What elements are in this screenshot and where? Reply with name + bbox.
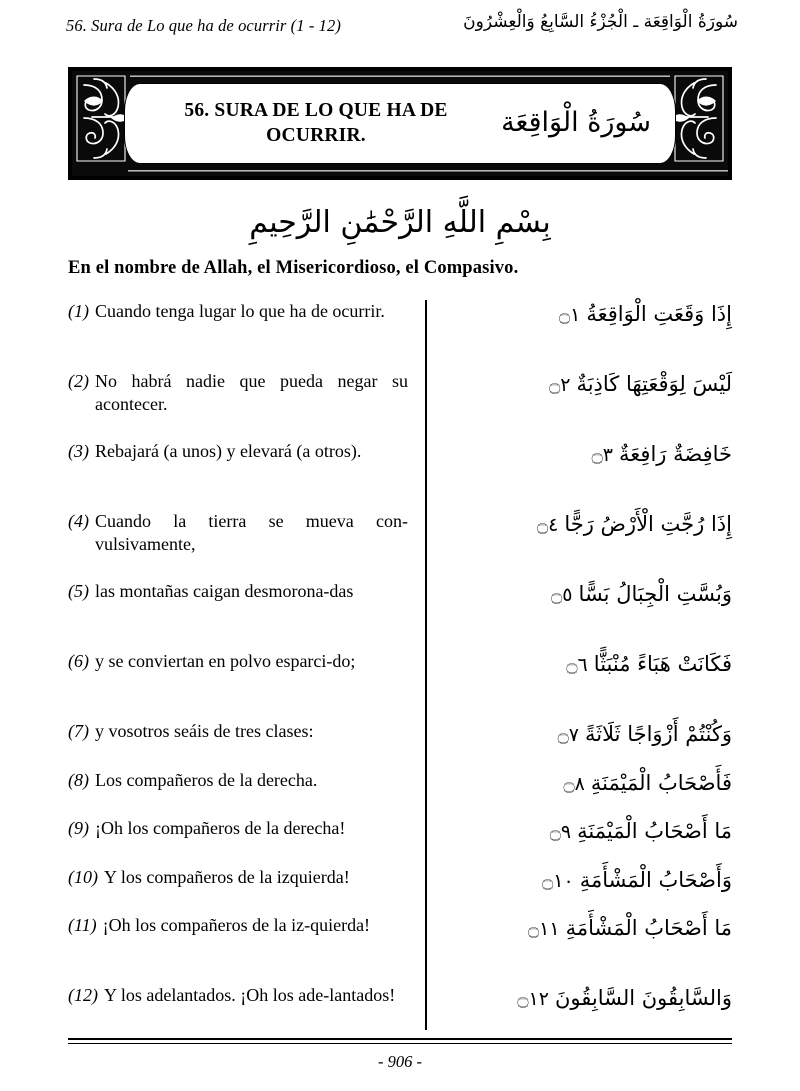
verse-text-spanish: Cuando la tierra se mueva con-vulsivamente, <box>95 511 408 555</box>
sura-title-frame <box>68 67 732 180</box>
verse-number: (4) <box>68 511 89 531</box>
verse-text-arabic: مَا أَصْحَابُ الْمَشْأَمَةِ <box>565 916 732 940</box>
basmala-arabic: بِسْمِ اللَّهِ الرَّحْمَٰنِ الرَّحِيمِ <box>249 205 551 240</box>
title-frame-ornament-band <box>72 71 728 176</box>
verse-number: (11) <box>68 915 97 935</box>
footer-rule <box>68 1038 732 1044</box>
arabesque-corner-top-left-icon <box>72 71 130 166</box>
verse-text-spanish: Cuando tenga lugar lo que ha de ocurrir. <box>95 301 385 321</box>
verse-spanish <box>68 370 408 416</box>
verse-spanish <box>68 300 408 323</box>
verse-spanish <box>68 769 408 792</box>
arabesque-corner-top-right-icon <box>670 71 728 166</box>
verse-text-arabic: إِذَا رُجَّتِ الْأَرْضُ رَجًّا <box>564 512 732 536</box>
ayah-number-medallion: ۝١٢ <box>517 988 555 1010</box>
verse-number: (10) <box>68 866 98 887</box>
verse-spanish <box>68 650 408 673</box>
verse-number: (2) <box>68 371 89 391</box>
verse-arabic <box>444 580 732 609</box>
verse-text-arabic: مَا أَصْحَابُ الْمَيْمَنَةِ <box>577 819 732 843</box>
ornament-band-bottom-icon <box>128 164 728 175</box>
verse-spanish <box>68 914 408 937</box>
verse-text-spanish: Y los adelantados. ¡Oh los ade-lantados! <box>104 985 396 1005</box>
verse-text-arabic: خَافِضَةٌ رَافِعَةٌ <box>619 442 732 466</box>
verse-spanish <box>68 984 408 1007</box>
verse-number: (5) <box>68 581 89 601</box>
running-head-arabic: سُورَةُ الْوَاقِعَة ـ الْجُزْءُ السَّابِعُ وَالْعِشْرُونَ <box>463 12 738 32</box>
verse-text-spanish: y vosotros seáis de tres clases: <box>95 721 314 741</box>
ayah-number-medallion: ۝٦ <box>566 654 594 676</box>
verse-arabic <box>444 720 732 749</box>
verse-text-arabic: فَكَانَتْ هَبَاءً مُنْبَثًّا <box>593 652 732 676</box>
verse-number: (3) <box>68 441 89 461</box>
verse-text-arabic: لَيْسَ لِوَقْعَتِهَا كَاذِبَةٌ <box>576 372 732 396</box>
verse-text-arabic: وَبُسَّتِ الْجِبَالُ بَسًّا <box>578 582 732 606</box>
basmala-spanish: En el nombre de Allah, el Misericordioso, el Compasivo. <box>68 258 519 278</box>
sura-title-spanish: 56. SURA DE LO QUE HA DE OCURRIR. <box>184 99 448 146</box>
verse-text-spanish: Rebajará (a unos) y elevará (a otros). <box>95 441 362 461</box>
verse-text-arabic: وَأَصْحَابُ الْمَشْأَمَةِ <box>579 867 732 892</box>
sura-title-arabic: سُورَةُ الْوَاقِعَة <box>501 107 651 138</box>
ayah-number-medallion: ۝١١ <box>528 918 566 940</box>
verse-text-arabic: وَكُنْتُمْ أَزْوَاجًا ثَلَاثَةً <box>585 722 732 746</box>
verse-arabic <box>444 650 732 679</box>
verse-text-arabic: وَالسَّابِقُونَ السَّابِقُونَ <box>554 986 732 1010</box>
verse-text-arabic: فَأَصْحَابُ الْمَيْمَنَةِ <box>590 770 732 795</box>
verse-text-spanish: y se conviertan en polvo esparci-do; <box>95 651 356 671</box>
verse-arabic <box>444 300 732 329</box>
verse-arabic <box>444 984 732 1013</box>
verse-text-spanish: Y los compañeros de la izquierda! <box>104 866 350 887</box>
ayah-number-medallion: ۝٧ <box>557 724 586 746</box>
verse-number: (12) <box>68 985 98 1005</box>
verse-text-arabic: إِذَا وَقَعَتِ الْوَاقِعَةُ <box>586 302 732 326</box>
ayah-number-medallion: ۝٥ <box>551 584 579 606</box>
verse-arabic <box>444 510 732 539</box>
ayah-number-medallion: ۝٨ <box>563 772 591 795</box>
verse-spanish <box>68 510 408 556</box>
verse-text-spanish: ¡Oh los compañeros de la iz-quierda! <box>102 915 371 935</box>
verse-spanish <box>68 580 408 603</box>
ornament-band-top-icon <box>128 72 728 83</box>
verse-arabic <box>444 440 732 469</box>
verse-arabic <box>444 817 732 846</box>
verse-spanish <box>68 720 408 743</box>
verse-spanish <box>68 817 408 840</box>
verse-arabic <box>444 370 732 399</box>
verse-number: (1) <box>68 301 89 321</box>
running-head <box>66 12 738 44</box>
ayah-number-medallion: ۝٤ <box>536 514 565 536</box>
ayah-number-medallion: ۝٩ <box>549 821 578 843</box>
running-head-spanish: 56. Sura de Lo que ha de ocurrir (1 - 12) <box>66 16 341 35</box>
verse-text-spanish: ¡Oh los compañeros de la derecha! <box>95 818 346 838</box>
verse-number: (6) <box>68 651 89 671</box>
verse-number: (7) <box>68 721 89 741</box>
verse-text-spanish: No habrá nadie que pueda negar su acontecer. <box>95 371 408 415</box>
verse-arabic <box>444 866 732 895</box>
verse-spanish <box>68 440 408 463</box>
verse-number: (9) <box>68 818 89 838</box>
column-divider <box>425 300 427 1030</box>
verse-arabic <box>444 914 732 943</box>
page-number: - 906 - <box>378 1052 422 1071</box>
ayah-number-medallion: ۝٢ <box>549 374 577 396</box>
ayah-number-medallion: ۝١٠ <box>542 869 580 892</box>
ayah-number-medallion: ۝١ <box>558 304 587 326</box>
ayah-number-medallion: ۝٣ <box>591 444 620 466</box>
sura-title-panel <box>124 83 676 164</box>
verse-arabic <box>444 769 732 798</box>
verse-spanish <box>68 866 408 889</box>
verse-text-spanish: Los compañeros de la derecha. <box>95 769 318 790</box>
verse-text-spanish: las montañas caigan desmorona-das <box>95 581 354 601</box>
verse-number: (8) <box>68 769 89 790</box>
